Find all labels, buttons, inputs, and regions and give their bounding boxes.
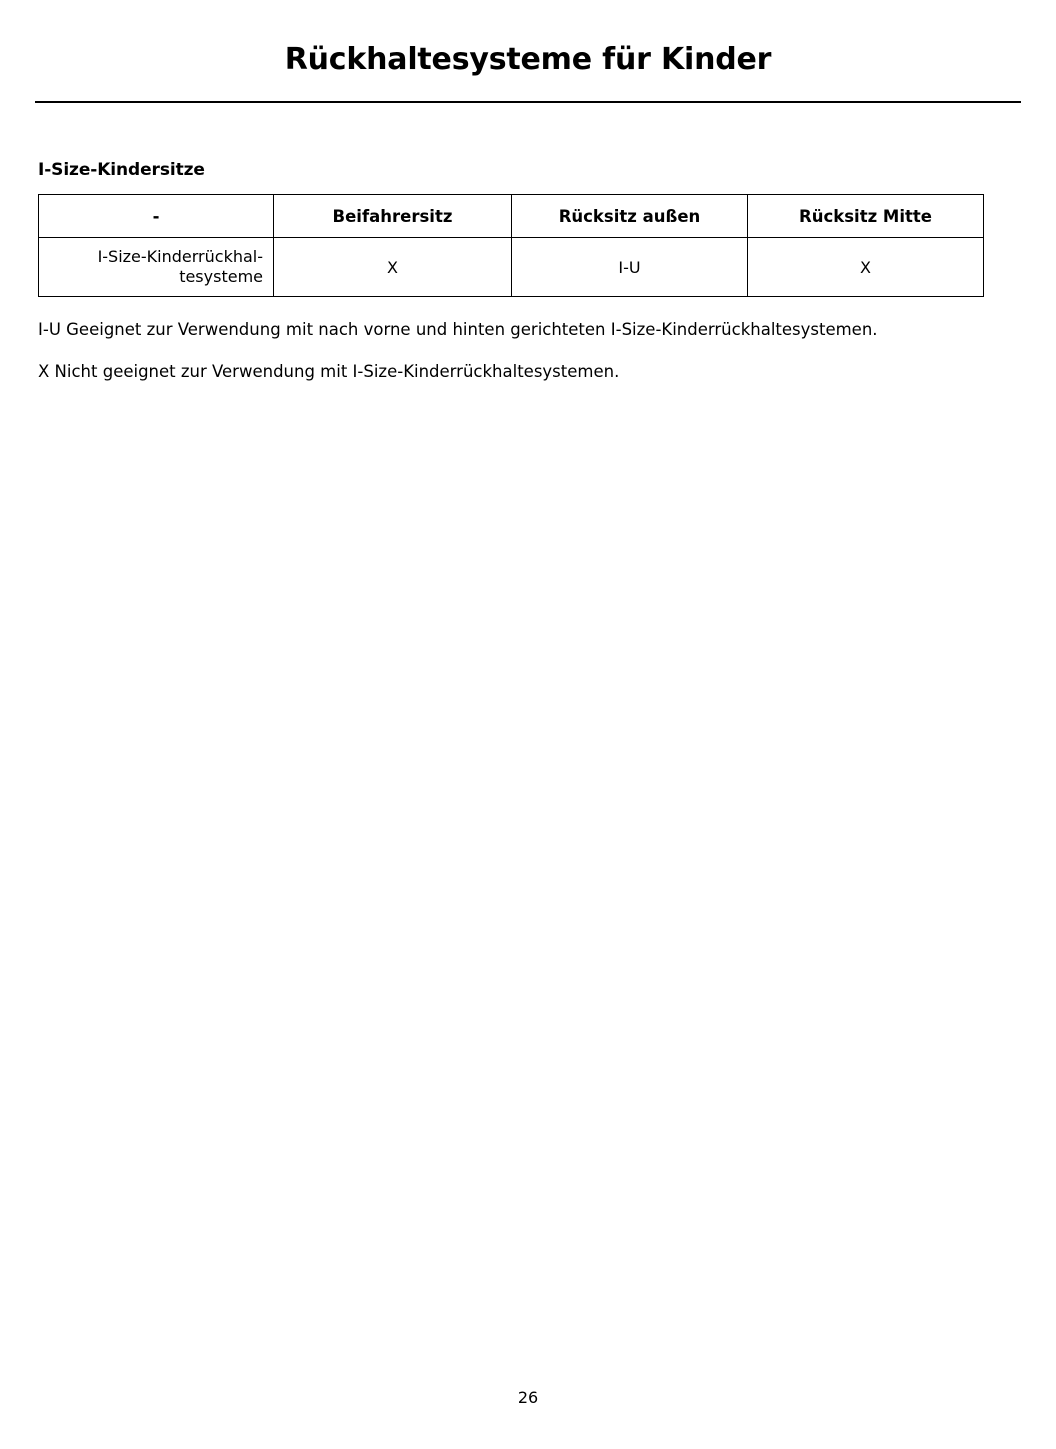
note-i-u: I-U Geeignet zur Verwendung mit nach vorne und hinten gerichteten I-Size-Kinderrückhaltesystemen.	[38, 320, 878, 339]
column-header-rear-centre: Rücksitz Mitte	[748, 195, 984, 238]
i-size-seat-table	[38, 194, 984, 297]
page-header	[38, 42, 1018, 78]
column-header-passenger-seat: Beifahrersitz	[274, 195, 512, 238]
note-x: X Nicht geeignet zur Verwendung mit I-Size-Kinderrückhaltesystemen.	[38, 362, 620, 382]
cell-passenger-seat: X	[274, 238, 512, 297]
column-header-rear-outer: Rücksitz außen	[512, 195, 748, 238]
table-row	[39, 238, 984, 297]
cell-rear-centre: X	[748, 238, 984, 297]
page-title: Rückhaltesysteme für Kinder	[284, 42, 772, 77]
page-number: 26	[517, 1388, 539, 1407]
column-header-blank: -	[39, 195, 274, 238]
page-content	[38, 160, 988, 400]
table-header-row	[39, 195, 984, 238]
section-heading: I-Size-Kindersitze	[38, 160, 205, 180]
row-label-i-size-restraints: I-Size-Kinderrückhal- tesysteme	[39, 238, 274, 297]
header-divider	[35, 101, 1021, 103]
cell-rear-outer: I-U	[512, 238, 748, 297]
